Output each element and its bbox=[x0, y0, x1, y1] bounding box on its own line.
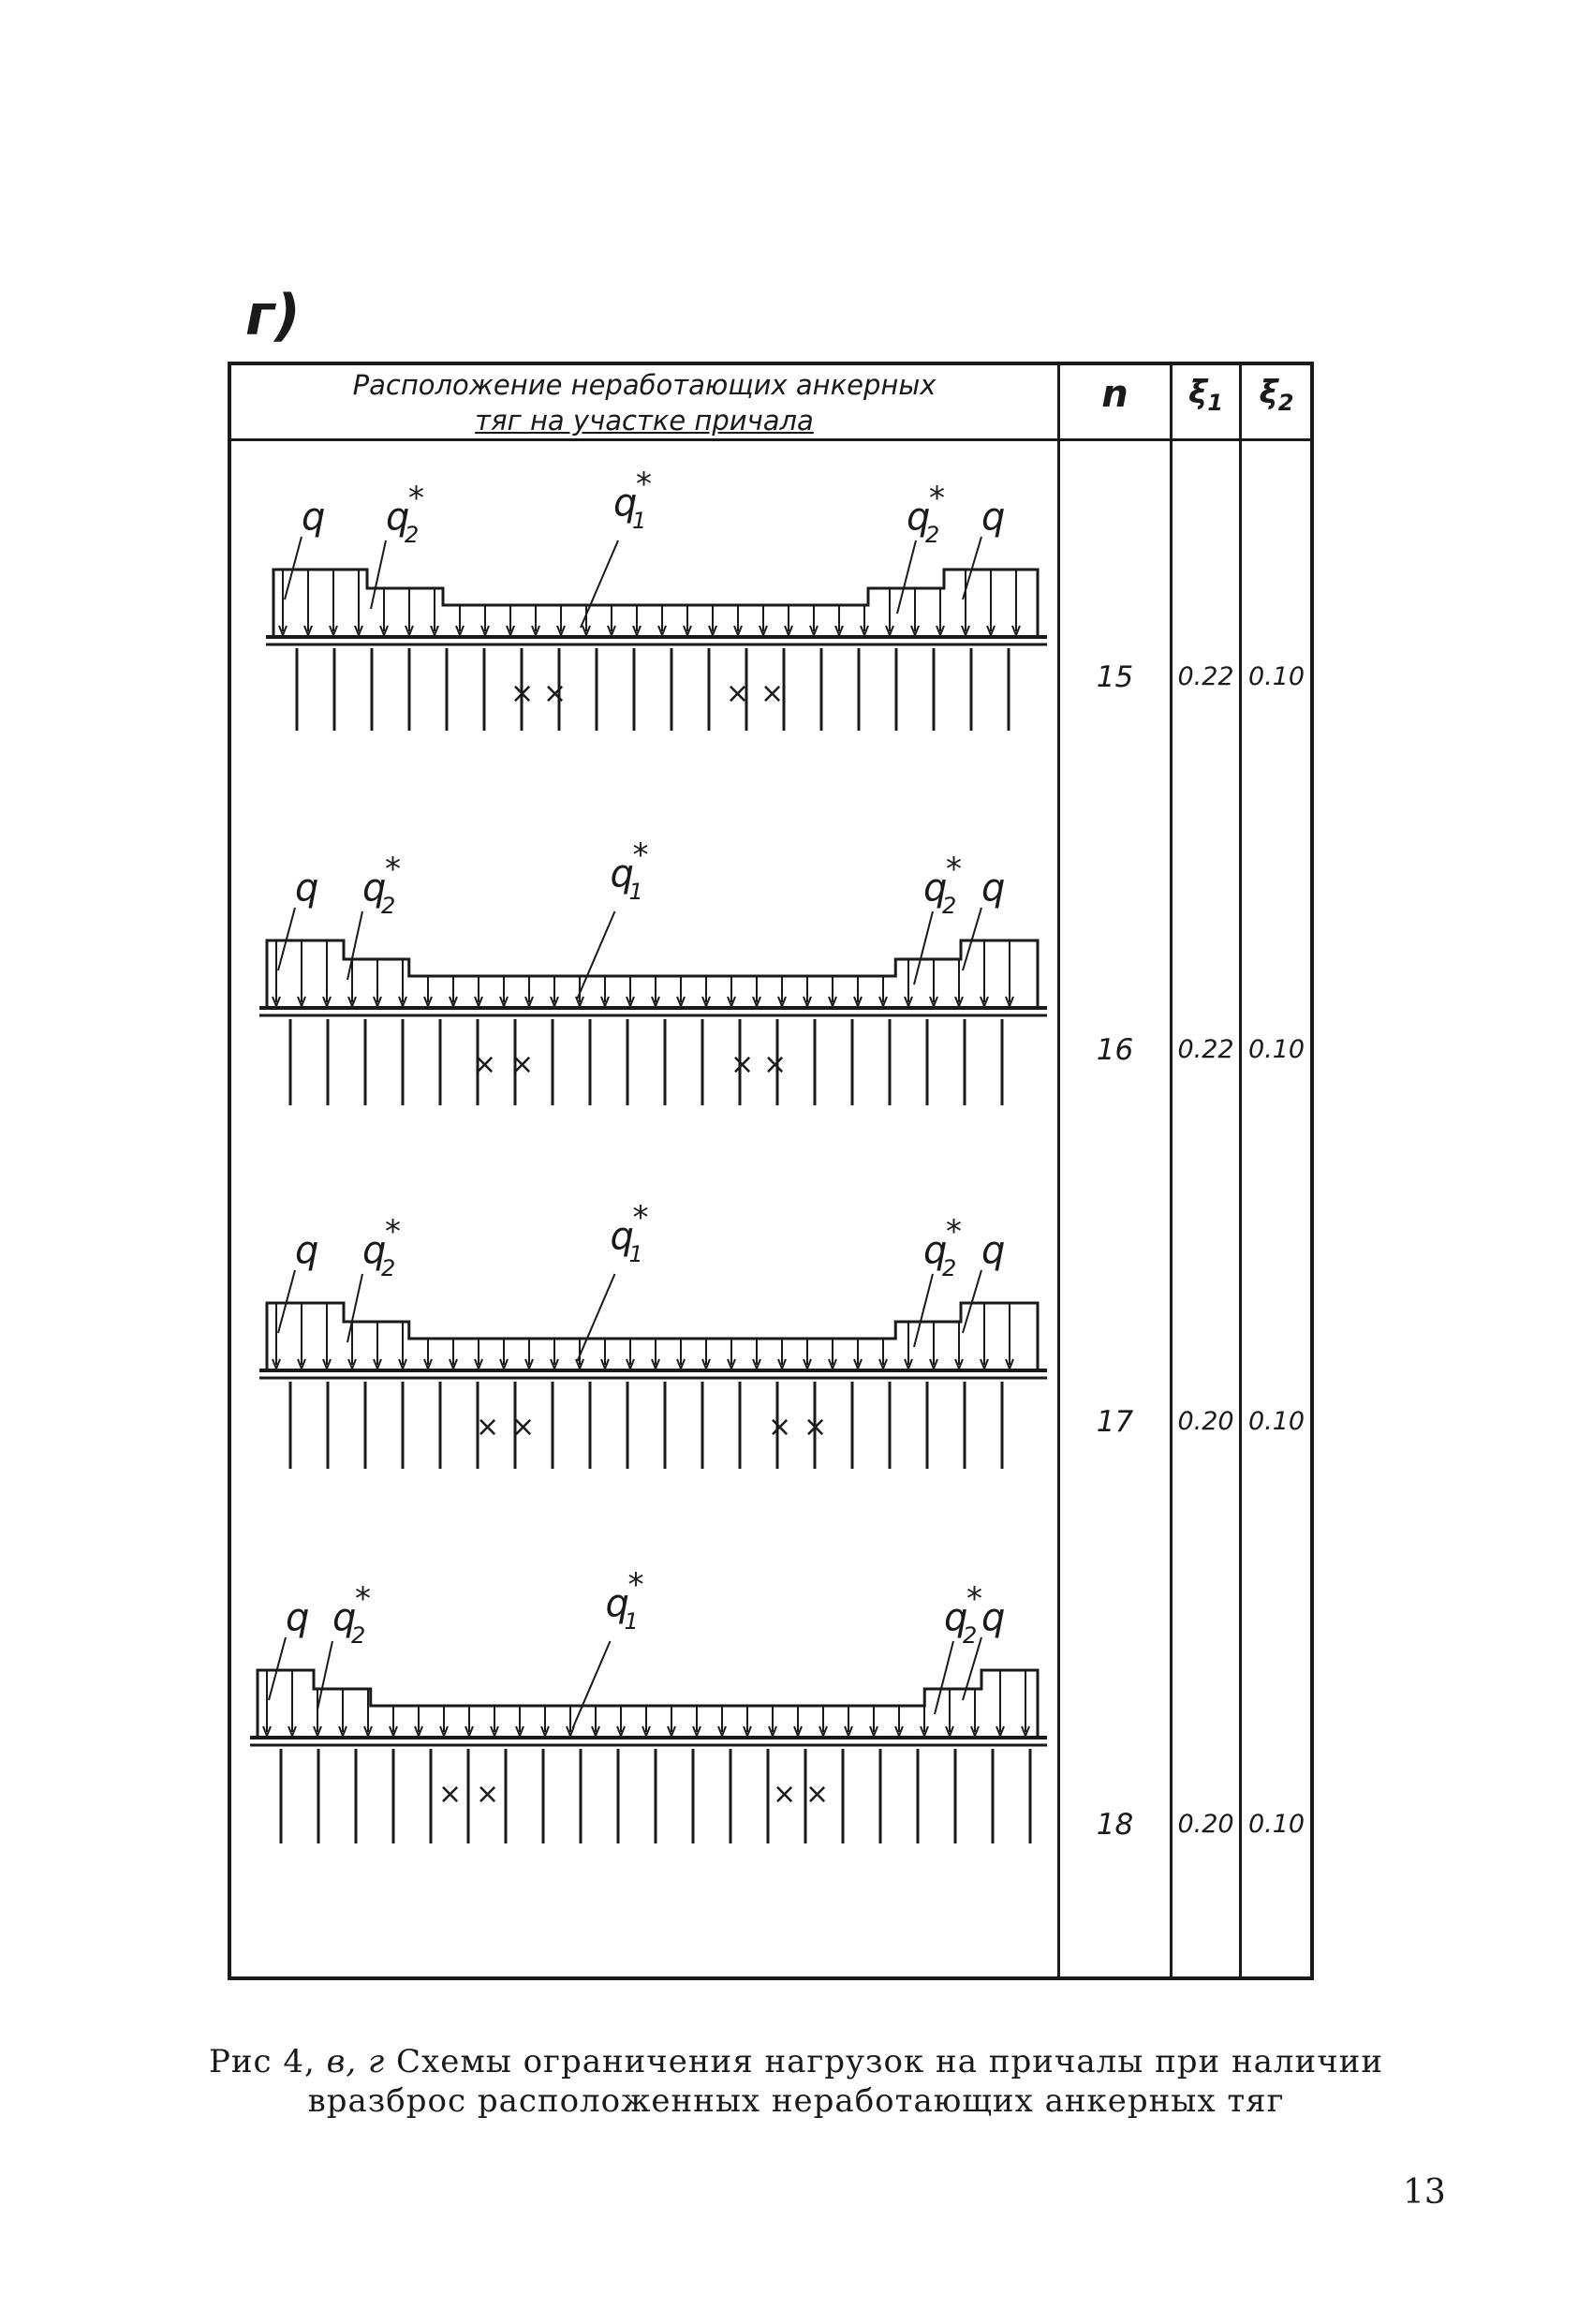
s4-broken-rod-4: × bbox=[805, 1778, 830, 1811]
row-2-xi2: 0.10 bbox=[1247, 1035, 1305, 1064]
caption-letters: в, г bbox=[326, 2043, 386, 2080]
s2-label-q-right: q bbox=[981, 866, 1006, 910]
s1-broken-rod-3: × bbox=[726, 677, 750, 710]
s4-label-q2-left: q bbox=[332, 1596, 357, 1639]
s2-label-q2-left-sub: 2 bbox=[381, 893, 396, 919]
panel-letter: г) bbox=[245, 283, 301, 348]
s3-label-q-right: q bbox=[981, 1229, 1006, 1272]
s4-label-q1-star: * bbox=[627, 1566, 644, 1604]
s4-leader-q2-left bbox=[317, 1641, 332, 1710]
s1-broken-rod-1: × bbox=[510, 677, 535, 710]
s3-broken-rod-2: × bbox=[511, 1411, 536, 1443]
s2-label-q2-right-sub: 2 bbox=[942, 893, 957, 919]
header-xi2-sub: 2 bbox=[1277, 389, 1294, 416]
s4-label-q-left: q bbox=[286, 1596, 310, 1639]
s1-broken-rod-4: × bbox=[760, 677, 785, 710]
s2-label-q2-right-star: * bbox=[946, 851, 962, 888]
row-3-xi1: 0.20 bbox=[1177, 1407, 1234, 1436]
s4-label-q2-right-star: * bbox=[966, 1580, 982, 1618]
s4-label-q-right: q bbox=[981, 1596, 1006, 1639]
s1-label-q1-star: * bbox=[636, 466, 652, 503]
s4-label-q2-left-star: * bbox=[355, 1580, 371, 1618]
row-2-xi1: 0.22 bbox=[1177, 1035, 1234, 1064]
header-n-label: n bbox=[1101, 373, 1128, 416]
s3-label-q2-right: q bbox=[923, 1229, 948, 1272]
s2-leader-q2-right bbox=[914, 911, 933, 984]
s3-label-q1: q bbox=[610, 1215, 634, 1258]
s2-label-q1-sub: 1 bbox=[628, 879, 643, 905]
s1-label-q1-sub: 1 bbox=[632, 508, 647, 534]
row-3-xi2: 0.10 bbox=[1247, 1407, 1305, 1436]
row-3-n: 17 bbox=[1096, 1405, 1134, 1439]
s4-label-q1-sub: 1 bbox=[624, 1608, 639, 1635]
row-1-xi1: 0.22 bbox=[1177, 662, 1234, 691]
s3-label-q2-right-star: * bbox=[946, 1213, 962, 1251]
s1-label-q2-right: q bbox=[907, 496, 931, 539]
s3-label-q2-left: q bbox=[362, 1229, 387, 1272]
s3-label-q2-right-sub: 2 bbox=[942, 1255, 957, 1281]
s2-label-q1: q bbox=[610, 852, 634, 896]
header-xi1-sub: 1 bbox=[1207, 389, 1223, 416]
s4-label-q2-right-sub: 2 bbox=[963, 1622, 978, 1649]
row-1-xi2: 0.10 bbox=[1247, 662, 1305, 691]
row-4-xi2: 0.10 bbox=[1247, 1810, 1305, 1839]
s3-label-q1-sub: 1 bbox=[628, 1241, 643, 1267]
s2-leader-q1 bbox=[578, 911, 615, 999]
s3-broken-rod-3: × bbox=[768, 1411, 792, 1443]
s4-label-q2-right: q bbox=[944, 1596, 968, 1639]
s1-label-q1: q bbox=[613, 481, 638, 525]
s2-label-q-left: q bbox=[295, 866, 319, 910]
row-4-n: 18 bbox=[1096, 1808, 1134, 1842]
s3-broken-rod-1: × bbox=[476, 1411, 500, 1443]
page-number: 13 bbox=[1403, 2173, 1446, 2212]
s2-label-q2-left-star: * bbox=[385, 851, 401, 888]
row-4-xi1: 0.20 bbox=[1177, 1810, 1234, 1839]
s4-label-q1: q bbox=[605, 1582, 629, 1625]
caption-line1 bbox=[187, 2042, 1405, 2081]
s3-label-q-left: q bbox=[295, 1229, 319, 1272]
s1-label-q2-right-star: * bbox=[929, 480, 945, 517]
s2-broken-rod-4: × bbox=[763, 1048, 788, 1081]
header-xi1-symbol: ξ bbox=[1188, 374, 1208, 411]
header-xi2-symbol: ξ bbox=[1259, 374, 1278, 411]
s1-leader-q2-right bbox=[897, 540, 916, 614]
s1-label-q2-left-star: * bbox=[408, 480, 424, 517]
s4-broken-rod-2: × bbox=[476, 1778, 500, 1811]
s3-label-q1-star: * bbox=[632, 1199, 649, 1236]
s1-label-q-left: q bbox=[302, 496, 326, 539]
s1-label-q2-left: q bbox=[386, 496, 410, 539]
s2-label-q2-right: q bbox=[923, 866, 948, 910]
s4-label-q2-left-sub: 2 bbox=[351, 1622, 366, 1649]
s2-broken-rod-3: × bbox=[730, 1048, 755, 1081]
header-description-line1: Расположение неработающих анкерных bbox=[352, 369, 937, 401]
s1-label-q2-left-sub: 2 bbox=[405, 522, 420, 548]
s2-broken-rod-1: × bbox=[473, 1048, 497, 1081]
figure-caption bbox=[187, 2042, 1405, 2121]
caption-prefix: Рис 4, bbox=[208, 2043, 316, 2080]
s2-leader-q2-left bbox=[347, 911, 362, 980]
s1-broken-rod-2: × bbox=[543, 677, 568, 710]
s1-label-q-right: q bbox=[981, 496, 1006, 539]
s4-broken-rod-1: × bbox=[438, 1778, 463, 1811]
s3-label-q2-left-sub: 2 bbox=[381, 1255, 396, 1281]
s2-label-q1-star: * bbox=[632, 836, 649, 874]
s3-leader-q1 bbox=[578, 1274, 615, 1361]
s4-broken-rod-3: × bbox=[773, 1778, 797, 1811]
s3-label-q2-left-star: * bbox=[385, 1213, 401, 1251]
caption-line1-text: Схемы ограничения нагрузок на причалы при наличии bbox=[396, 2043, 1383, 2080]
s1-label-q2-right-sub: 2 bbox=[925, 522, 940, 548]
s4-leader-q1 bbox=[573, 1641, 611, 1728]
s2-broken-rod-2: × bbox=[510, 1048, 535, 1081]
caption-line2: вразброс расположенных неработающих анкерных тяг bbox=[307, 2082, 1285, 2120]
s3-leader-q2-right bbox=[914, 1274, 933, 1347]
row-2-n: 16 bbox=[1096, 1033, 1134, 1067]
header-description-line2: тяг на участке причала bbox=[475, 405, 814, 437]
row-1-n: 15 bbox=[1096, 660, 1134, 694]
s2-label-q2-left: q bbox=[362, 866, 387, 910]
s3-broken-rod-4: × bbox=[804, 1411, 828, 1443]
s3-leader-q2-left bbox=[347, 1274, 362, 1342]
